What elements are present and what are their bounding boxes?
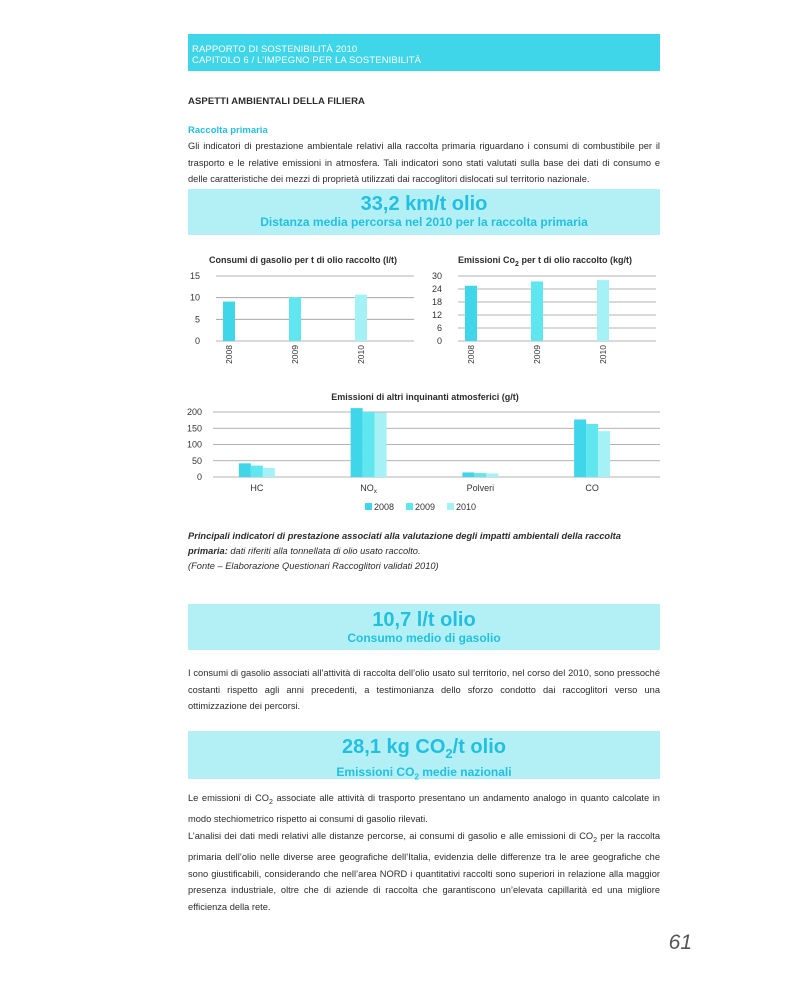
chart-pollutants-title: Emissioni di altri inquinanti atmosferici (g/t) — [331, 392, 519, 402]
legend-swatch-2010 — [447, 503, 454, 510]
caption-description — [188, 529, 660, 559]
pollutants-x-tick-label: Polveri — [466, 483, 495, 493]
highlight-co2-label-post: medie nazionali — [418, 765, 512, 779]
diesel-bar-2008 — [223, 302, 235, 341]
highlight-co2-label-pre: Emissioni CO — [336, 765, 415, 779]
intro-paragraph — [188, 138, 660, 188]
section-title: ASPETTI AMBIENTALI DELLA FILIERA — [188, 96, 366, 107]
highlight-diesel-value: 10,7 l/t olio — [372, 609, 476, 631]
co2-bar-2008 — [465, 286, 477, 341]
highlight-diesel — [188, 604, 660, 650]
pollutants-x-tick-subscript: x — [373, 488, 377, 495]
chart-co2-emissions — [430, 255, 660, 375]
chart-co2-title-pre: Emissioni Co — [458, 255, 516, 265]
highlight-diesel-label: Consumo medio di gasolio — [347, 631, 501, 645]
pollutants-x-tick-label: CO — [585, 483, 599, 493]
analysis-paragraph-pre: L’analisi dei dati medi relativi alle distanze percorse, ai consumi di gasolio e alle emissioni di CO — [188, 830, 594, 841]
co2-y-tick-label: 18 — [431, 297, 442, 307]
pollutants-x-tick-label: $NO_x$ — [360, 483, 377, 495]
co2-y-tick-label: 24 — [431, 284, 442, 294]
diesel-paragraph-text: I consumi di gasolio associati all’attività di raccolta dell’olio usato sul territorio, nel corso del 2010, sono pressoché costanti rispetto agli anni precedenti, a testimonianza dello sforzo condotto dai raccoglitori verso una ottimizzazione dei percorsi. — [188, 668, 660, 711]
pollutants-y-tick-label: 150 — [186, 423, 202, 434]
pollutants-bar-CO-2008 — [574, 419, 586, 477]
diesel-bar-2010 — [355, 295, 367, 341]
pollutants-x-tick-label: HC — [250, 483, 264, 493]
highlight-co2-label — [188, 765, 660, 784]
intro-paragraph-text: Gli indicatori di prestazione ambientale relativi alla raccolta primaria riguardano i consumi di combustibile per il trasporto e le relative emissioni in atmosfera. Tali indicatori sono stati valutati sulla base dei dati di consumo e delle caratteristiche dei mezzi di proprietà utilizzati dai raccoglitori dislocati sul territorio nazionale. — [188, 141, 660, 184]
highlight-distance — [188, 189, 660, 235]
header-report-title: RAPPORTO DI SOSTENIBILITÀ 2010 — [192, 44, 358, 55]
diesel-y-tick-label: 15 — [189, 271, 200, 281]
pollutants-y-tick-label: 0 — [196, 472, 202, 482]
legend-label-2009: 2009 — [415, 502, 436, 512]
legend-swatch-2009 — [406, 503, 413, 510]
co2-y-tick-label: 6 — [436, 323, 442, 333]
highlight-co2 — [188, 731, 660, 782]
highlight-distance-label: Distanza media percorsa nel 2010 per la raccolta primaria — [260, 215, 588, 229]
chart-pollutants-svg — [175, 392, 665, 522]
highlight-co2-value-pre: 28,1 kg CO — [342, 736, 446, 758]
co2-y-tick-label: 0 — [436, 336, 442, 346]
pollutants-bar-Polveri-2009 — [474, 473, 486, 477]
co2-paragraph — [188, 790, 660, 828]
pollutants-bar-NO-2008 — [351, 408, 363, 477]
analysis-paragraph — [188, 828, 660, 915]
caption-bold: Principali indicatori di prestazione associati alla valutazione degli impatti ambientali della raccolta primaria: — [188, 531, 621, 556]
co2-paragraph-post: associate alle attività di trasporto presentano un andamento analogo in quanto calcolate in modo stechiometrico rispetto ai consumi di gasolio rilevati. — [188, 793, 660, 825]
pollutants-y-tick-label: 100 — [186, 439, 202, 450]
chart-diesel-consumption — [188, 255, 418, 375]
co2-x-tick-label: 2009 — [532, 345, 542, 364]
report-header-band — [188, 34, 660, 71]
pollutants-bar-CO-2010 — [598, 431, 610, 477]
legend-label-2008: 2008 — [374, 502, 395, 512]
chart-diesel-title: Consumi di gasolio per t di olio raccolto (l/t) — [208, 255, 397, 265]
co2-paragraph-sub: 2 — [269, 798, 273, 806]
pollutants-bar-HC-2010 — [263, 468, 275, 477]
header-chapter-title: CAPITOLO 6 / L’IMPEGNO PER LA SOSTENIBILITÀ — [192, 54, 422, 66]
pollutants-bar-NO-2010 — [375, 413, 387, 477]
legend-swatch-2008 — [365, 503, 372, 510]
co2-bar-2010 — [597, 280, 609, 341]
caption-italic: dati riferiti alla tonnellata di olio usato raccolto. — [227, 546, 421, 556]
co2-y-tick-label: 30 — [431, 271, 442, 281]
highlight-distance-value: 33,2 km/t olio — [360, 193, 488, 215]
co2-bar-2009 — [531, 281, 543, 341]
diesel-y-tick-label: 10 — [189, 292, 200, 303]
diesel-x-tick-label: 2010 — [356, 345, 366, 364]
diesel-y-tick-label: 0 — [194, 336, 200, 346]
co2-x-tick-label: 2010 — [598, 345, 608, 364]
caption-source: (Fonte – Elaborazione Questionari Raccoglitori validati 2010) — [188, 561, 439, 571]
highlight-co2-value-post: /t olio — [452, 736, 506, 758]
pollutants-bar-HC-2008 — [239, 463, 251, 477]
analysis-paragraph-post: per la raccolta primaria dell’olio nelle diverse aree geografiche dell’Italia, evidenzia delle differenze tra le aree geografiche che sono giustificabili, considerando che nell’area NORD i quantitativi raccolti sono superiori in relazione alla maggior presenza industriale, oltre che di aziende di raccolta che garantiscono un’elevata capillarità ed una migliore efficienza della rete. — [188, 830, 660, 912]
diesel-y-tick-label: 5 — [194, 314, 200, 325]
co2-y-tick-label: 12 — [431, 310, 442, 320]
diesel-x-tick-label: 2008 — [224, 345, 234, 364]
charts-caption — [188, 529, 660, 574]
highlight-co2-value-sub: 2 — [445, 746, 453, 761]
analysis-paragraph-sub: 2 — [593, 836, 598, 844]
chart-co2-title-sub: 2 — [515, 260, 519, 268]
highlight-co2-label-sub: 2 — [414, 772, 419, 782]
diesel-paragraph — [188, 665, 660, 715]
chart-co2-title-post: per t di olio raccolto (kg/t) — [518, 255, 632, 265]
subsection-title: Raccolta primaria — [188, 125, 268, 136]
chart-other-pollutants — [175, 392, 665, 522]
closing-paragraphs — [188, 790, 660, 915]
pollutants-bar-Polveri-2010 — [486, 473, 498, 477]
co2-x-tick-label: 2008 — [466, 345, 476, 364]
highlight-co2-value — [188, 736, 660, 765]
page-number: 61 — [668, 931, 692, 954]
pollutants-bar-Polveri-2008 — [462, 472, 474, 477]
pollutants-bar-NO-2009 — [363, 412, 375, 477]
pollutants-y-tick-label: 50 — [191, 455, 202, 466]
legend-label-2010: 2010 — [456, 502, 477, 512]
pollutants-bar-CO-2009 — [586, 424, 598, 477]
chart-co2-svg — [430, 255, 660, 375]
diesel-bar-2009 — [289, 297, 301, 341]
co2-paragraph-pre: Le emissioni di CO — [188, 793, 269, 803]
pollutants-y-tick-label: 200 — [186, 407, 202, 417]
pollutants-bar-HC-2009 — [251, 466, 263, 477]
chart-diesel-svg — [188, 255, 418, 375]
diesel-x-tick-label: 2009 — [290, 345, 300, 364]
